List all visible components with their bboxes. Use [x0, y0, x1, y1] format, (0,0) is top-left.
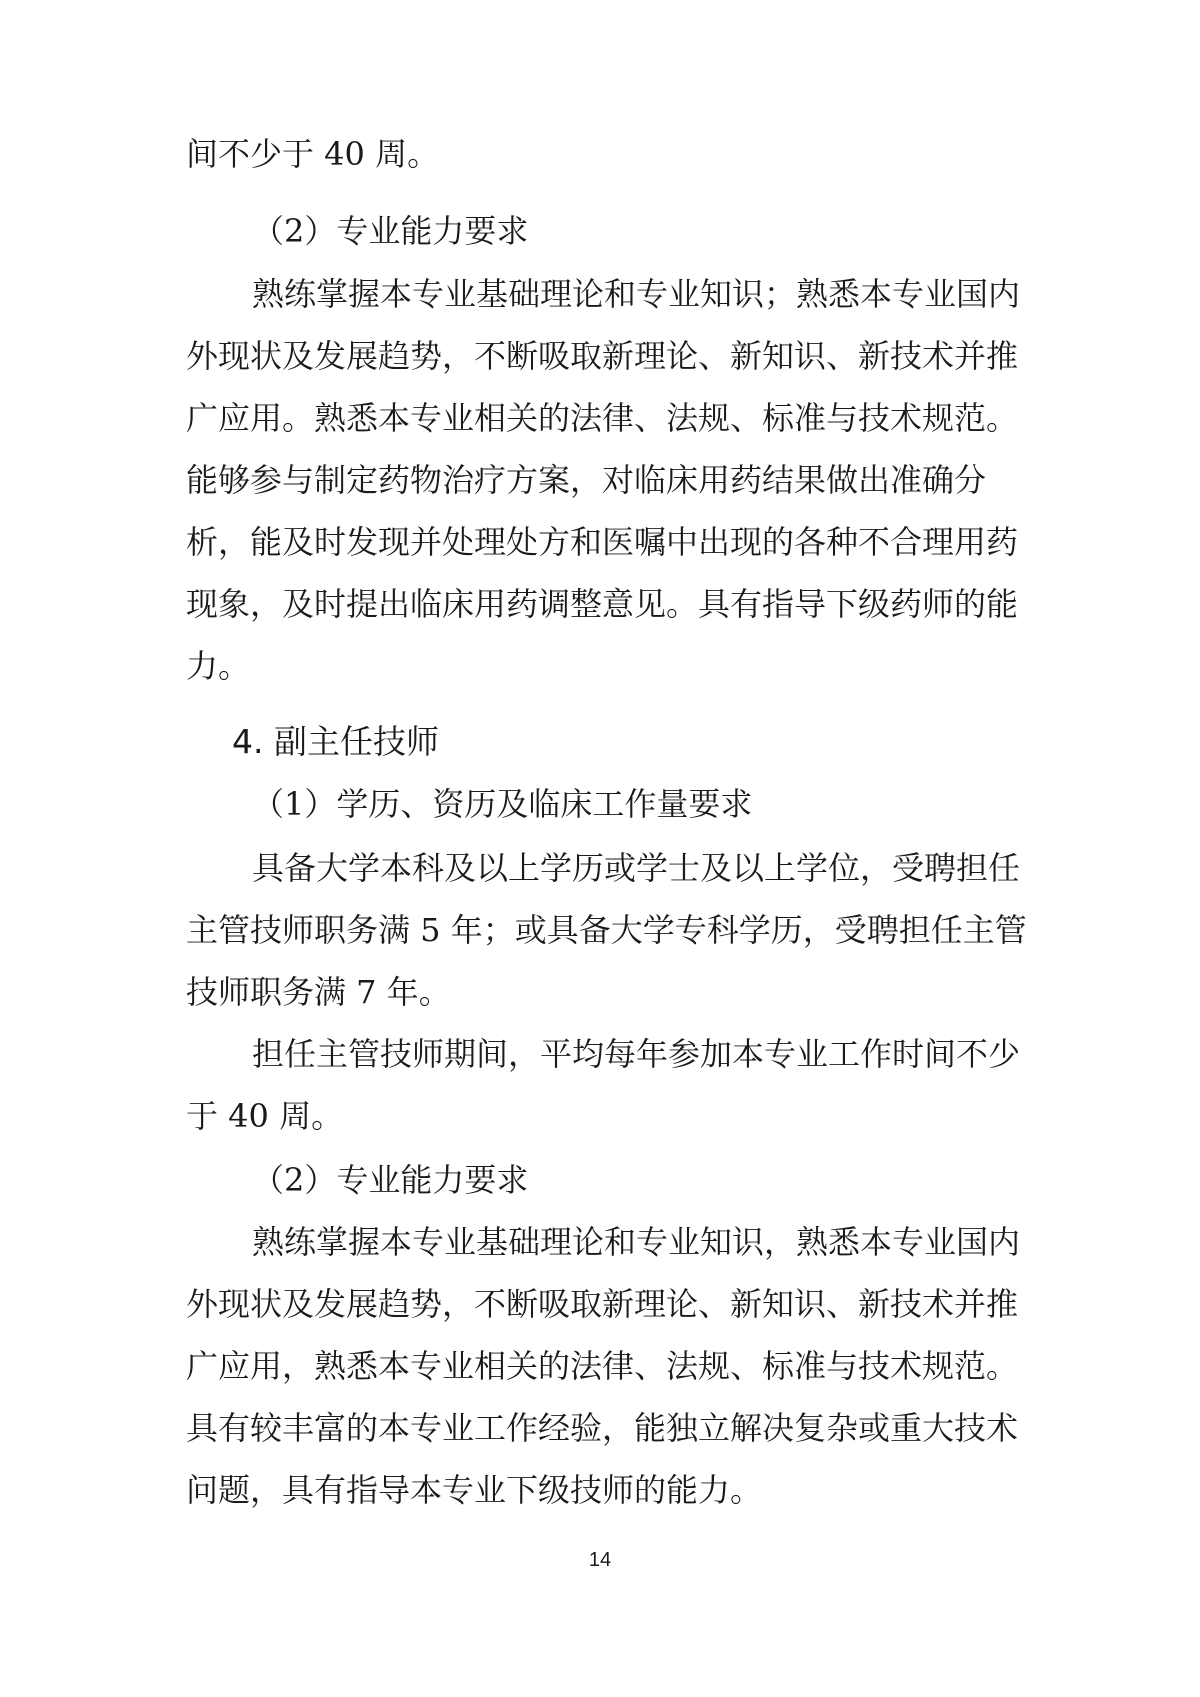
body-text-line: 担任主管技师期间，平均每年参加本专业工作时间不少 [252, 1035, 1021, 1073]
body-text-line: 析，能及时发现并处理处方和医嘱中出现的各种不合理用药 [186, 523, 1019, 561]
section-heading: 4. 副主任技师 [232, 722, 439, 761]
body-text-line: 具有较丰富的本专业工作经验，能独立解决复杂或重大技术 [186, 1409, 1019, 1447]
body-text-line: 技师职务满 7 年。 [186, 973, 451, 1011]
body-text-line: 外现状及发展趋势，不断吸取新理论、新知识、新技术并推 [186, 1285, 1019, 1323]
body-text-line: 能够参与制定药物治疗方案，对临床用药结果做出准确分 [186, 461, 987, 499]
body-text-line: 力。 [186, 647, 251, 685]
body-text-line: 广应用，熟悉本专业相关的法律、法规、标准与技术规范。 [186, 1347, 1019, 1385]
body-text-line: 于 40 周。 [186, 1097, 344, 1135]
body-text-line: 具备大学本科及以上学历或学士及以上学位，受聘担任 [252, 849, 1021, 887]
page-number: 14 [588, 1549, 612, 1571]
body-text-line: 主管技师职务满 5 年；或具备大学专科学历，受聘担任主管 [186, 911, 1027, 949]
body-text-line: 问题，具有指导本专业下级技师的能力。 [186, 1471, 763, 1509]
subsection-title: （2）专业能力要求 [252, 212, 529, 250]
body-text-line: 熟练掌握本专业基础理论和专业知识；熟悉本专业国内 [252, 275, 1021, 313]
body-text-line: 现象，及时提出临床用药调整意见。具有指导下级药师的能 [186, 585, 1019, 623]
body-text-line: 间不少于 40 周。 [186, 135, 440, 173]
body-text-line: 外现状及发展趋势，不断吸取新理论、新知识、新技术并推 [186, 337, 1019, 375]
body-text-line: 广应用。熟悉本专业相关的法律、法规、标准与技术规范。 [186, 399, 1019, 437]
subsection-title: （1）学历、资历及临床工作量要求 [252, 785, 753, 823]
subsection-title: （2）专业能力要求 [252, 1161, 529, 1199]
body-text-line: 熟练掌握本专业基础理论和专业知识，熟悉本专业国内 [252, 1223, 1021, 1261]
